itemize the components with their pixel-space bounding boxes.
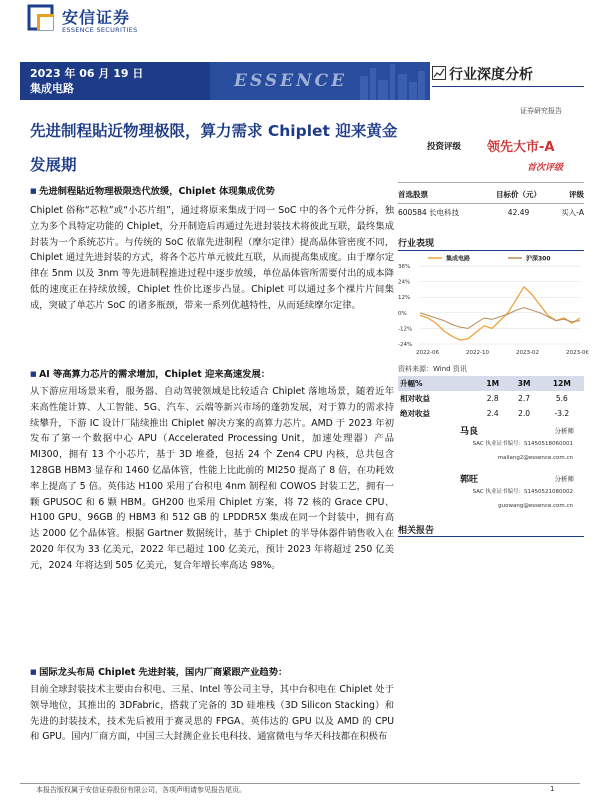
section-body: 从下游应用场景来看，服务器、自动驾驶领域是比较适合 Chiplet 落地场景，随着近年来高性能计算、人工智能、5G、汽车、云端等新兴市场的蓬勃发展，对于算力的需求持续攀升，下游 IC 设计厂陆续推出 Chiplet 解决方案的高算力芯片。AMD 于 2023 年初发布了第一个数据中心 APU（Accelerated Processing Unit，加速处理器）产品 MI300，拥有 13 个小芯片，基于 3D 堆叠，包括 24 个 Zen4 CPU 内核，总共包含 128GB HBM3 显存和 1460 亿晶体管，性能上比此前的 MI250 提高了 8 倍，在功耗效率上提高了 5 倍。英伟达 H100 采用了台积电 4nm 制程和 COWOS 封装工艺，拥有一颗 GPUSOC 和 6 颗 HBM。GH200 也采用 Chiplet 方案，将 72 核的 Grace CPU、H100 GPU、96GB 的 HBM3 和 512 GB 的 LPDDR5X 集成在同一个封装中，拥有高达 2000 亿个晶体管。根据 Gartner 数据统计，基于 Chiplet 的半导体器件销售收入在 2020 年仅为 33 亿美元，2022 年已超过 100 亿美元，预计 2023 年将超过 250 亿美元，2024 年将达到 505 亿美元，复合年增长率高达 98%。 xyxy=(30,386,394,571)
series-line xyxy=(420,308,580,329)
banner-text xyxy=(30,66,143,96)
table-cell: 42.49 xyxy=(507,208,530,217)
divider xyxy=(398,536,584,537)
y-tick-label: -12% xyxy=(398,326,413,333)
y-tick-label: 36% xyxy=(398,264,411,270)
banner-industry: 集成电路 xyxy=(30,82,74,95)
section-heading: ■ 国际龙头布局 Chiplet 先进封装，国内厂商紧跟产业趋势： xyxy=(30,664,394,678)
logo-en-text: ESSENCE SECURITIES xyxy=(62,26,138,34)
footer-divider xyxy=(20,783,580,784)
analyst-email[interactable]: maliang2@essence.com.cn xyxy=(497,455,573,461)
report-type: 行业深度分析 xyxy=(449,67,533,83)
series-line xyxy=(420,287,580,340)
performance-heading: 行业表现 xyxy=(398,239,435,249)
logo-cn-text: 安信证券 xyxy=(62,8,131,27)
table-header-cell: 升幅% xyxy=(400,379,423,388)
chart-source: 资料来源：Wind 资讯 xyxy=(398,365,467,373)
table-cell: 买入-A xyxy=(561,208,584,217)
returns-table xyxy=(398,376,584,421)
banner-watermark-word: ESSENCE xyxy=(234,71,348,91)
analyst-name: 马良 xyxy=(460,427,479,437)
section-heading: ■ AI 等高算力芯片的需求增加，Chiplet 迎来高速发展： xyxy=(30,366,394,380)
divider xyxy=(398,182,584,183)
section-body: 目前全球封装技术主要由台积电、三星、Intel 等公司主导，其中台积电在 Chiplet 处于领导地位，其推出的 3DFabric，搭载了完备的 3D 硅堆栈（3D Silicon Stacking）和先进的封装技术，技术先后被用于赛灵思的 FPGA、英伟达的 GPU 以及 AMD 的 CPU 和 GPU。国内厂商方面，中国三大封测企业长电科技、通富微电与华天科技都在积极布 xyxy=(30,684,394,743)
report-title: 先进制程貼近物理极限，算力需求 Chiplet 迎来黄金发展期 xyxy=(30,122,398,174)
rating-label: 投资评级 xyxy=(427,142,462,152)
x-tick-label: 2023-02 xyxy=(516,350,539,356)
related-reports-heading: 相关报告 xyxy=(398,526,435,536)
table-cell: 600584 长电科技 xyxy=(398,208,460,217)
essence-logo-icon xyxy=(28,5,53,30)
rating-value: 领先大市-A xyxy=(487,140,555,155)
research-label: 证券研究报告 xyxy=(520,107,562,115)
table-cell: 绝对收益 xyxy=(400,409,430,418)
legend-label: 集成电路 xyxy=(446,255,471,263)
y-tick-label: 0% xyxy=(398,310,407,317)
table-cell: 2.7 xyxy=(518,394,531,403)
analyst-sac: SAC 执业证书编号：S1450518060001 xyxy=(472,441,573,447)
x-tick-label: 2022-10 xyxy=(466,350,489,356)
table-header-cell: 首选股票 xyxy=(398,186,486,204)
table-header-cell: 12M xyxy=(552,379,571,388)
chart-icon xyxy=(432,66,446,80)
analyst-sac: SAC 执业证书编号：S1450521080002 xyxy=(472,489,573,495)
y-tick-label: -24% xyxy=(398,342,413,348)
table-header-row xyxy=(398,186,584,204)
divider xyxy=(398,250,584,251)
table-header-row xyxy=(398,376,584,391)
analyst-card xyxy=(398,472,584,509)
table-header-cell: 目标价（元） xyxy=(486,186,551,204)
header-banner xyxy=(20,62,430,100)
table-row xyxy=(398,391,584,406)
table-header-cell: 3M xyxy=(517,379,531,388)
table-header-cell: 1M xyxy=(486,379,500,388)
table-cell: 2.8 xyxy=(486,394,499,403)
y-tick-label: 24% xyxy=(398,279,411,286)
analyst-role: 分析师 xyxy=(554,427,574,435)
y-tick-label: 12% xyxy=(398,295,411,302)
stock-table xyxy=(398,186,584,221)
page-number: 1 xyxy=(550,785,555,793)
section-heading: ■ 先进制程貼近物理极限迭代放缓，Chiplet 体现集成优势 xyxy=(30,183,394,197)
table-row xyxy=(398,204,584,222)
x-tick-label: 2022-06 xyxy=(416,350,439,356)
table-row xyxy=(398,406,584,421)
performance-chart xyxy=(398,252,589,364)
table-cell: -3.2 xyxy=(554,409,570,418)
banner-date: 2023 年 06 月 19 日 xyxy=(30,67,144,80)
rating-first: 首次评级 xyxy=(527,163,564,173)
table-header-cell: 评级 xyxy=(551,186,584,204)
table-cell: 2.0 xyxy=(518,409,531,418)
analyst-email[interactable]: guowang@essence.com.cn xyxy=(498,503,573,509)
legend-label: 沪深300 xyxy=(526,255,551,263)
footer-disclaimer: 本报告版权属于安信证券股份有限公司，各项声明请参见报告尾页。 xyxy=(36,786,246,794)
analyst-card xyxy=(398,424,584,461)
x-tick-label: 2023-0€ xyxy=(566,350,589,356)
table-cell: 相对收益 xyxy=(400,394,430,403)
section-body: Chiplet 俗称“芯粒”或“小芯片组”，通过将原来集成于同一 SoC 中的各个元件分拆，独立为多个具特定功能的 Chiplet，分开制造后再通过先进封装技术将彼此互联，最终集成封装为一个系统芯片。与传统的 SoC 依靠先进制程（摩尔定律）提高晶体管密度不同，Chiplet 通过先进封装的方式，将各个芯片单元彼此互联，从而提高集成度。由于摩尔定律在 5nm 以及 3nm 等先进制程推进过程中逐步放缓，单位晶体管所需要付出的成本降低的速度正在持续放缓，Chiplet 性价比逐步凸显。Chiplet 可以通过多个裸片片间集成，突破了单芯片 SoC 的诸多瓶颈，带来一系列优越特性，从而延续摩尔定律。 xyxy=(30,205,394,311)
table-cell: 5.6 xyxy=(555,394,568,403)
divider xyxy=(432,86,584,87)
analyst-name: 郭旺 xyxy=(460,475,479,485)
analyst-role: 分析师 xyxy=(554,475,574,483)
table-cell: 2.4 xyxy=(486,409,499,418)
